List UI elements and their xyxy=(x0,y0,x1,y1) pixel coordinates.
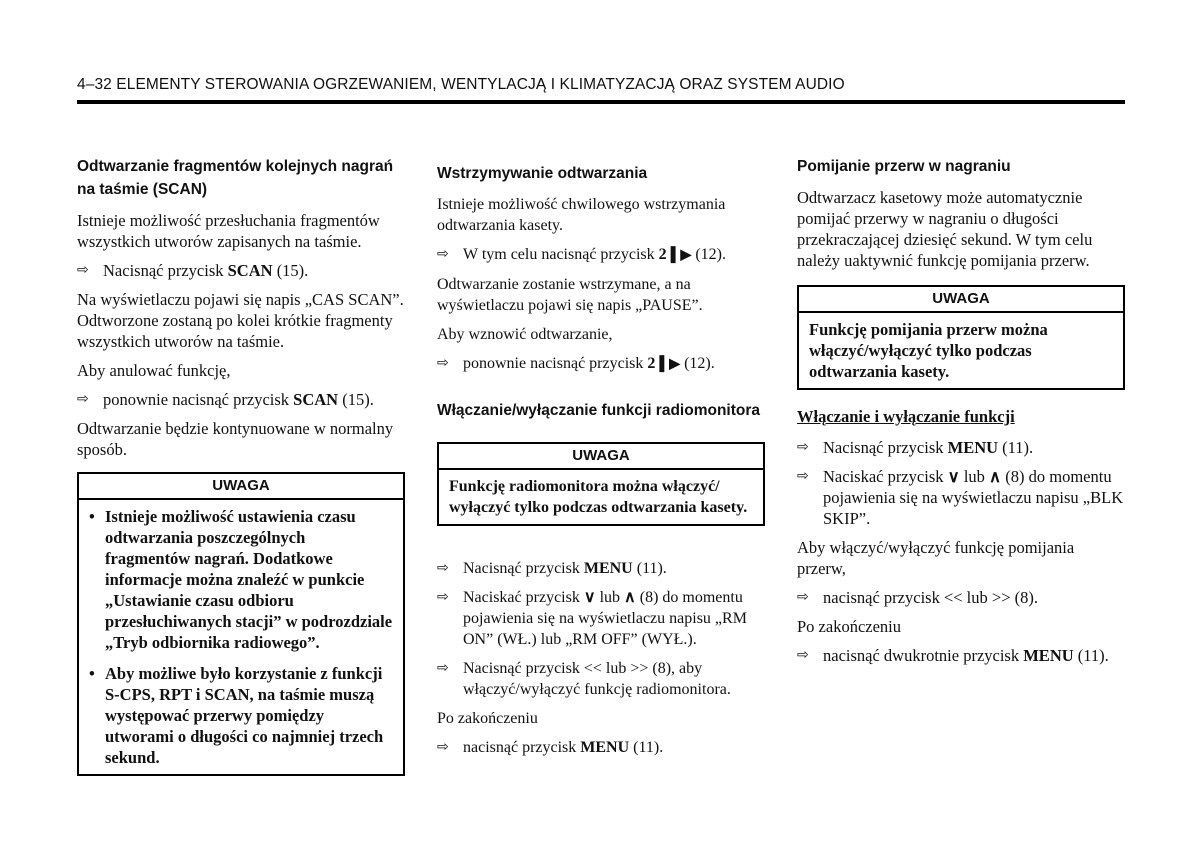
step-arrow-icon: ⇨ xyxy=(437,740,449,755)
note-item: • Aby możliwe było korzystanie z funkcji S-CPS, RPT i SCAN, na taśmie muszą występować przerwy pomiędzy utworami o długości co najmniej trzech sekund. xyxy=(89,664,384,767)
scan-button-label: SCAN xyxy=(227,261,273,280)
step-arrow-icon: ⇨ xyxy=(437,356,449,371)
step-item: ⇨ Nacisnąć przycisk MENU (11). xyxy=(797,438,1034,457)
scan-heading: Odtwarzanie fragmentów kolejnych nagrań na taśmie (SCAN) xyxy=(77,158,394,198)
skip-heading: Pomijanie przerw w nagraniu xyxy=(797,158,1011,175)
step-arrow-icon: ⇨ xyxy=(437,590,449,605)
down-arrow-icon: ∨ xyxy=(947,467,960,486)
note-title: UWAGA xyxy=(79,474,403,500)
play-pause-icon: ▌▶ xyxy=(659,357,681,372)
step-item: ⇨ nacisnąć dwukrotnie przycisk MENU (11). xyxy=(797,646,1109,665)
play-pause-icon: ▌▶ xyxy=(670,248,692,263)
column-1 xyxy=(77,155,405,776)
finish-text: Po zakończeniu xyxy=(437,710,538,727)
radiomonitor-heading: Włączanie/wyłączanie funkcji radiomonitora xyxy=(437,402,761,419)
skip-intro: Odtwarzacz kasetowy może automatycznie pomijać przerwy w nagraniu o długości przekraczającej dziesięć sekund. W tym celu należy uaktywnić funkcję pomijania przerw. xyxy=(797,188,1093,270)
step-arrow-icon: ⇨ xyxy=(797,590,809,605)
step-item: ⇨ Naciskać przycisk ∨ lub ∧ (8) do momentu pojawienia się na wyświetlaczu napisu „RM ON” (WŁ.) lub „RM OFF” (WYŁ.). xyxy=(437,589,747,648)
skip-subheading: Włączanie i wyłączanie funkcji xyxy=(797,407,1015,426)
note-box xyxy=(797,285,1125,390)
step-arrow-icon: ⇨ xyxy=(437,247,449,262)
step-item: ⇨ Naciskać przycisk ∨ lub ∧ (8) do momentu pojawienia się na wyświetlaczu napisu „BLK SKIP”. xyxy=(797,467,1124,528)
scan-intro: Istnieje możliwość przesłuchania fragmentów wszystkich utworów zapisanych na taśmie. xyxy=(77,211,380,251)
note-box xyxy=(77,472,405,776)
step-item: ⇨ Nacisnąć przycisk SCAN (15). xyxy=(77,261,309,280)
step-arrow-icon: ⇨ xyxy=(77,392,89,407)
step-arrow-icon: ⇨ xyxy=(797,440,809,455)
step-arrow-icon: ⇨ xyxy=(797,469,809,484)
column-3 xyxy=(797,155,1125,674)
header-rule xyxy=(77,100,1125,104)
step-item: ⇨ nacisnąć przycisk << lub >> (8). xyxy=(797,588,1038,607)
note-item: • Istnieje możliwość ustawienia czasu odtwarzania poszczególnych fragmentów nagrań. Dodatkowe informacje można znaleźć w punkcie „Ustawianie czasu odbioru przesłuchiwanych stacji” w podrozdziale „Tryb odbiornika radiowego”. xyxy=(89,507,393,652)
pause-heading: Wstrzymywanie odtwarzania xyxy=(437,165,648,182)
pause-intro: Istnieje możliwość chwilowego wstrzymania odtwarzania kasety. xyxy=(437,196,726,234)
finish-text: Po zakończeniu xyxy=(797,617,902,636)
step-item: ⇨ Nacisnąć przycisk MENU (11). xyxy=(437,560,667,577)
skip-toggle-text: Aby włączyć/wyłączyć funkcję pomijania przerw, xyxy=(797,538,1075,578)
note-title: UWAGA xyxy=(439,444,763,470)
step-item: ⇨ Nacisnąć przycisk << lub >> (8), aby włączyć/wyłączyć funkcję radiomonitora. xyxy=(437,660,731,698)
scan-cancel-text: Aby anulować funkcję, xyxy=(77,361,231,380)
step-item: ⇨ ponownie nacisnąć przycisk 2 ▌▶ (12). xyxy=(437,353,765,375)
up-arrow-icon: ∧ xyxy=(989,467,1002,486)
step-item: ⇨ W tym celu nacisnąć przycisk 2 ▌▶ (12). xyxy=(437,244,765,266)
step-arrow-icon: ⇨ xyxy=(77,263,89,278)
note-list xyxy=(89,506,393,768)
scan-continue-text: Odtwarzanie będzie kontynuowane w normalny sposób. xyxy=(77,419,394,459)
step-item: ⇨ nacisnąć przycisk MENU (11). xyxy=(437,739,664,756)
column-2 xyxy=(437,162,765,766)
note-box xyxy=(437,442,765,526)
down-arrow-icon: ∨ xyxy=(583,589,596,606)
pause-display-text: Odtwarzanie zostanie wstrzymane, a na wyświetlaczu pojawi się napis „PAUSE”. xyxy=(437,276,703,314)
note-text: Funkcję pomijania przerw można włączyć/wyłączyć tylko podczas odtwarzania kasety. xyxy=(809,320,1048,381)
step-arrow-icon: ⇨ xyxy=(797,648,809,663)
scan-display-text: Na wyświetlaczu pojawi się napis „CAS SCAN”. Odtworzone zostaną po kolei krótkie fragmenty wszystkich utworów na taśmie. xyxy=(77,290,404,351)
step-arrow-icon: ⇨ xyxy=(437,561,449,576)
step-arrow-icon: ⇨ xyxy=(437,661,449,676)
step-item: ⇨ ponownie nacisnąć przycisk SCAN (15). xyxy=(77,390,374,409)
resume-text: Aby wznowić odtwarzanie, xyxy=(437,326,613,343)
up-arrow-icon: ∧ xyxy=(624,589,636,606)
note-title: UWAGA xyxy=(799,287,1123,313)
page-header: 4–32 ELEMENTY STEROWANIA OGRZEWANIEM, WENTYLACJĄ I KLIMATYZACJĄ ORAZ SYSTEM AUDIO xyxy=(77,76,845,93)
note-text: Funkcję radiomonitora można włączyć/ wyłączyć tylko podczas odtwarzania kasety. xyxy=(449,478,748,516)
